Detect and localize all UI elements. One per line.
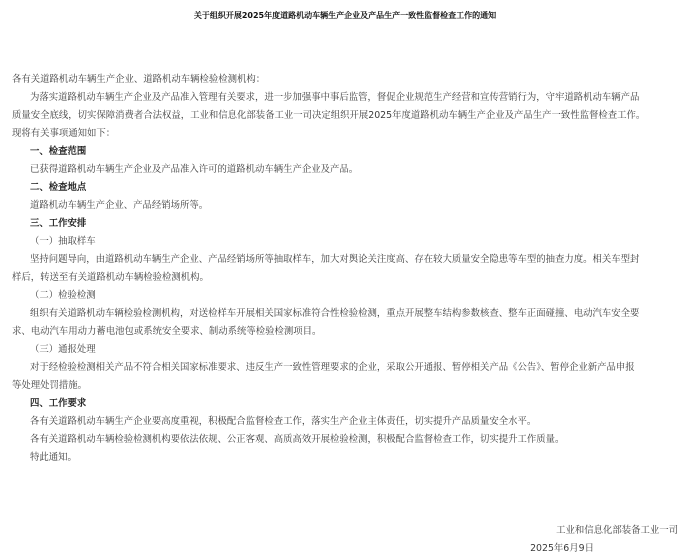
requirements-line-1: 各有关道路机动车辆生产企业要高度重视，积极配合监督检查工作，落实生产企业主体责任，切实提升产品质量安全水平。 — [30, 416, 537, 427]
subsection-sampling-line-1: 坚持问题导向，由道路机动车辆生产企业、产品经销场所等抽取样车，加大对舆论关注度高、存在较大质量安全隐患等车型的抽查力度。相关车型封 — [30, 254, 640, 265]
section-text-scope: 已获得道路机动车辆生产企业及产品准入许可的道路机动车辆生产企业及产品。 — [30, 164, 359, 175]
subsection-heading-sampling: （一）抽取样车 — [30, 236, 96, 247]
signature-org: 工业和信息化部装备工业一司 — [556, 525, 678, 536]
subsection-reporting-line-1: 对于经检验检测相关产品不符合相关国家标准要求、违反生产一致性管理要求的企业，采取公开通报、暂停相关产品《公告》、暂停企业新产品申报 — [30, 362, 635, 373]
section-heading-requirements: 四、工作要求 — [30, 398, 87, 409]
salutation: 各有关道路机动车辆生产企业、道路机动车辆检验检测机构： — [12, 74, 266, 85]
subsection-sampling-line-2: 样后，转送至有关道路机动车辆检验检测机构。 — [12, 272, 209, 283]
intro-line-1: 为落实道路机动车辆生产企业及产品准入管理有关要求，进一步加强事中事后监管，督促企业规范生产经营和宣传营销行为，守牢道路机动车辆产品 — [30, 92, 640, 103]
subsection-reporting-line-2: 等处理处罚措施。 — [12, 380, 88, 391]
subsection-testing-line-2: 求、电动汽车用动力蓄电池包或系统安全要求、制动系统等检验检测项目。 — [12, 326, 322, 337]
closing-line: 特此通知。 — [30, 452, 77, 463]
subsection-testing-line-1: 组织有关道路机动车辆检验检测机构，对送检样车开展相关国家标准符合性检验检测，重点开展整车结构参数核查、整车正面碰撞、电动汽车安全要 — [30, 308, 640, 319]
intro-line-2: 质量安全底线，切实保障消费者合法权益，工业和信息化部装备工业一司决定组织开展2025年度道路机动车辆生产企业及产品生产一致性监督检查工作。 — [12, 110, 646, 121]
subsection-heading-reporting: （三）通报处理 — [30, 344, 96, 355]
signature-date: 2025年6月9日 — [530, 543, 594, 554]
page-title: 关于组织开展2025年度道路机动车辆生产企业及产品生产一致性监督检查工作的通知 — [193, 11, 497, 20]
requirements-line-2: 各有关道路机动车辆检验检测机构要依法依规、公正客观、高质高效开展检验检测，积极配合监督检查工作，切实提升工作质量。 — [30, 434, 565, 445]
subsection-heading-testing: （二）检验检测 — [30, 290, 96, 301]
intro-line-3: 现将有关事项通知如下： — [12, 128, 116, 139]
section-heading-location: 二、检查地点 — [30, 182, 87, 193]
section-text-location: 道路机动车辆生产企业、产品经销场所等。 — [30, 200, 209, 211]
section-heading-arrangement: 三、工作安排 — [30, 218, 87, 229]
section-heading-scope: 一、检查范围 — [30, 146, 87, 157]
